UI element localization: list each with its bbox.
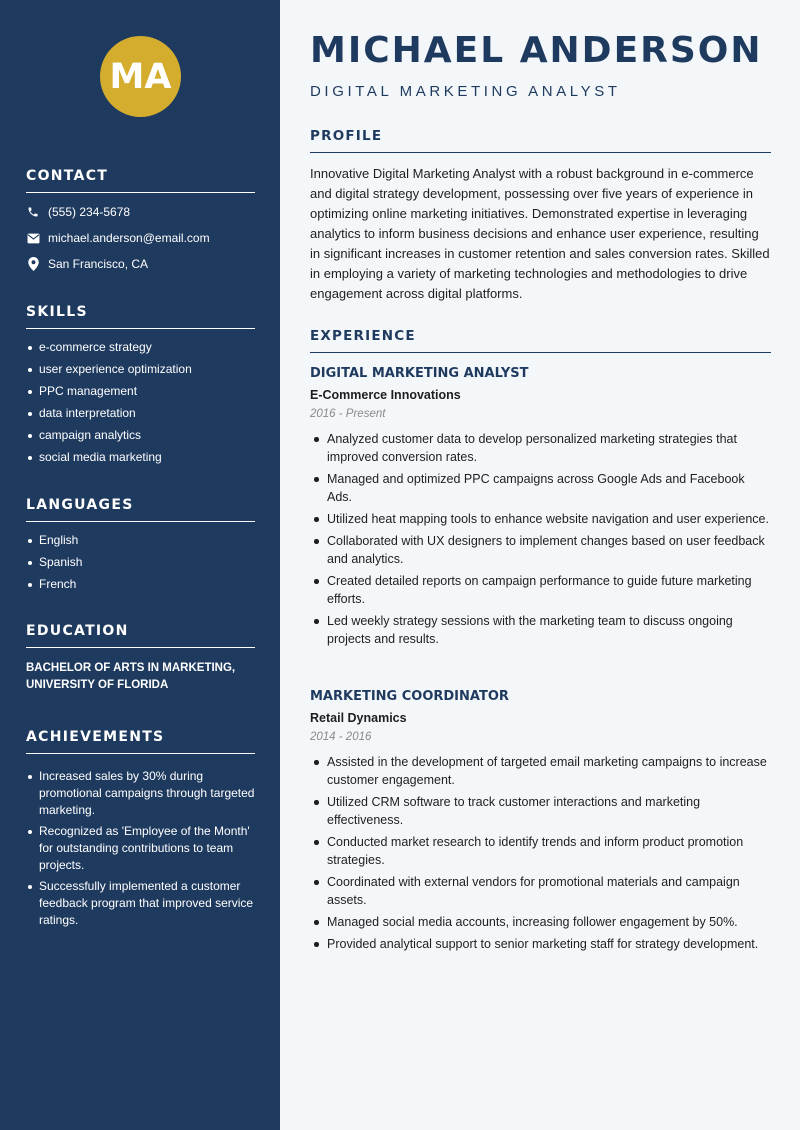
job-bullet: Managed social media accounts, increasing follower engagement by 50%. bbox=[310, 913, 771, 931]
job-bullet: Analyzed customer data to develop personalized marketing strategies that improved conversion rates. bbox=[310, 430, 771, 466]
phone-text: (555) 234-5678 bbox=[48, 205, 131, 219]
achievement-item: Increased sales by 30% during promotional campaigns through targeted marketing. bbox=[26, 768, 255, 819]
language-item: English bbox=[26, 532, 255, 549]
achievements-heading: ACHIEVEMENTS bbox=[26, 729, 255, 754]
skill-item: user experience optimization bbox=[26, 361, 255, 378]
job-title: MARKETING COORDINATOR bbox=[310, 689, 509, 704]
contact-location bbox=[26, 251, 255, 277]
job-entry bbox=[310, 689, 771, 957]
job-title: DIGITAL MARKETING ANALYST bbox=[310, 366, 529, 381]
job-bullets bbox=[310, 753, 771, 953]
job-dates: 2014 - 2016 bbox=[310, 731, 372, 743]
job-entry bbox=[310, 366, 771, 652]
achievement-item: Recognized as 'Employee of the Month' for outstanding contributions to team projects. bbox=[26, 823, 255, 874]
achievement-item: Successfully implemented a customer feedback program that improved service ratings. bbox=[26, 878, 255, 929]
skills-section bbox=[26, 304, 255, 471]
skill-item: PPC management bbox=[26, 383, 255, 400]
job-bullet: Assisted in the development of targeted email marketing campaigns to increase customer engagement. bbox=[310, 753, 771, 789]
job-bullet: Provided analytical support to senior marketing staff for strategy development. bbox=[310, 935, 771, 953]
job-bullet: Managed and optimized PPC campaigns across Google Ads and Facebook Ads. bbox=[310, 470, 771, 506]
job-bullet: Led weekly strategy sessions with the marketing team to discuss ongoing projects and results. bbox=[310, 612, 771, 648]
job-bullet: Collaborated with UX designers to implement changes based on user feedback and analytics. bbox=[310, 532, 771, 568]
sidebar bbox=[0, 0, 280, 1130]
skill-item: social media marketing bbox=[26, 449, 255, 466]
languages-list bbox=[26, 532, 255, 593]
languages-heading: LANGUAGES bbox=[26, 497, 255, 522]
languages-section bbox=[26, 497, 255, 598]
language-item: French bbox=[26, 576, 255, 593]
job-bullet: Utilized heat mapping tools to enhance website navigation and user experience. bbox=[310, 510, 771, 528]
skill-item: campaign analytics bbox=[26, 427, 255, 444]
job-company: Retail Dynamics bbox=[310, 711, 407, 725]
experience-heading: EXPERIENCE bbox=[310, 328, 771, 353]
contact-section bbox=[26, 168, 255, 277]
location-text: San Francisco, CA bbox=[48, 257, 149, 271]
phone-icon bbox=[26, 205, 40, 219]
achievements-section bbox=[26, 729, 255, 933]
education-section bbox=[26, 623, 255, 694]
candidate-role: DIGITAL MARKETING ANALYST bbox=[310, 83, 621, 100]
skill-item: data interpretation bbox=[26, 405, 255, 422]
achievements-list bbox=[26, 768, 255, 929]
contact-phone bbox=[26, 199, 255, 225]
job-bullet: Coordinated with external vendors for promotional materials and campaign assets. bbox=[310, 873, 771, 909]
contact-email bbox=[26, 225, 255, 251]
profile-heading: PROFILE bbox=[310, 128, 771, 153]
email-text: michael.anderson@email.com bbox=[48, 231, 210, 245]
job-dates: 2016 - Present bbox=[310, 408, 386, 420]
education-heading: EDUCATION bbox=[26, 623, 255, 648]
mail-icon bbox=[26, 231, 40, 245]
skills-list bbox=[26, 339, 255, 466]
job-bullet: Conducted market research to identify trends and inform product promotion strategies. bbox=[310, 833, 771, 869]
job-bullet: Utilized CRM software to track customer interactions and marketing effectiveness. bbox=[310, 793, 771, 829]
job-company: E-Commerce Innovations bbox=[310, 388, 461, 402]
candidate-name: MICHAEL ANDERSON bbox=[310, 30, 763, 71]
avatar: MA bbox=[100, 36, 181, 117]
job-bullet: Created detailed reports on campaign performance to guide future marketing efforts. bbox=[310, 572, 771, 608]
skill-item: e-commerce strategy bbox=[26, 339, 255, 356]
job-bullets bbox=[310, 430, 771, 648]
language-item: Spanish bbox=[26, 554, 255, 571]
contact-heading: CONTACT bbox=[26, 168, 255, 193]
education-degree: BACHELOR OF ARTS IN MARKETING, UNIVERSITY OF FLORIDA bbox=[26, 662, 236, 691]
skills-heading: SKILLS bbox=[26, 304, 255, 329]
profile-text: Innovative Digital Marketing Analyst with a robust background in e-commerce and digital strategy development, possessing over five years of experience in optimizing online marketing initiatives. Demonstrated expertise in leveraging analytics to inform business decisions and enhance user experience, resulting in significant increases in customer retention and sales conversion rates. Skilled in employing a variety of marketing technologies and methodologies to drive engagement across digital platforms. bbox=[310, 166, 770, 301]
location-pin-icon bbox=[26, 257, 40, 271]
